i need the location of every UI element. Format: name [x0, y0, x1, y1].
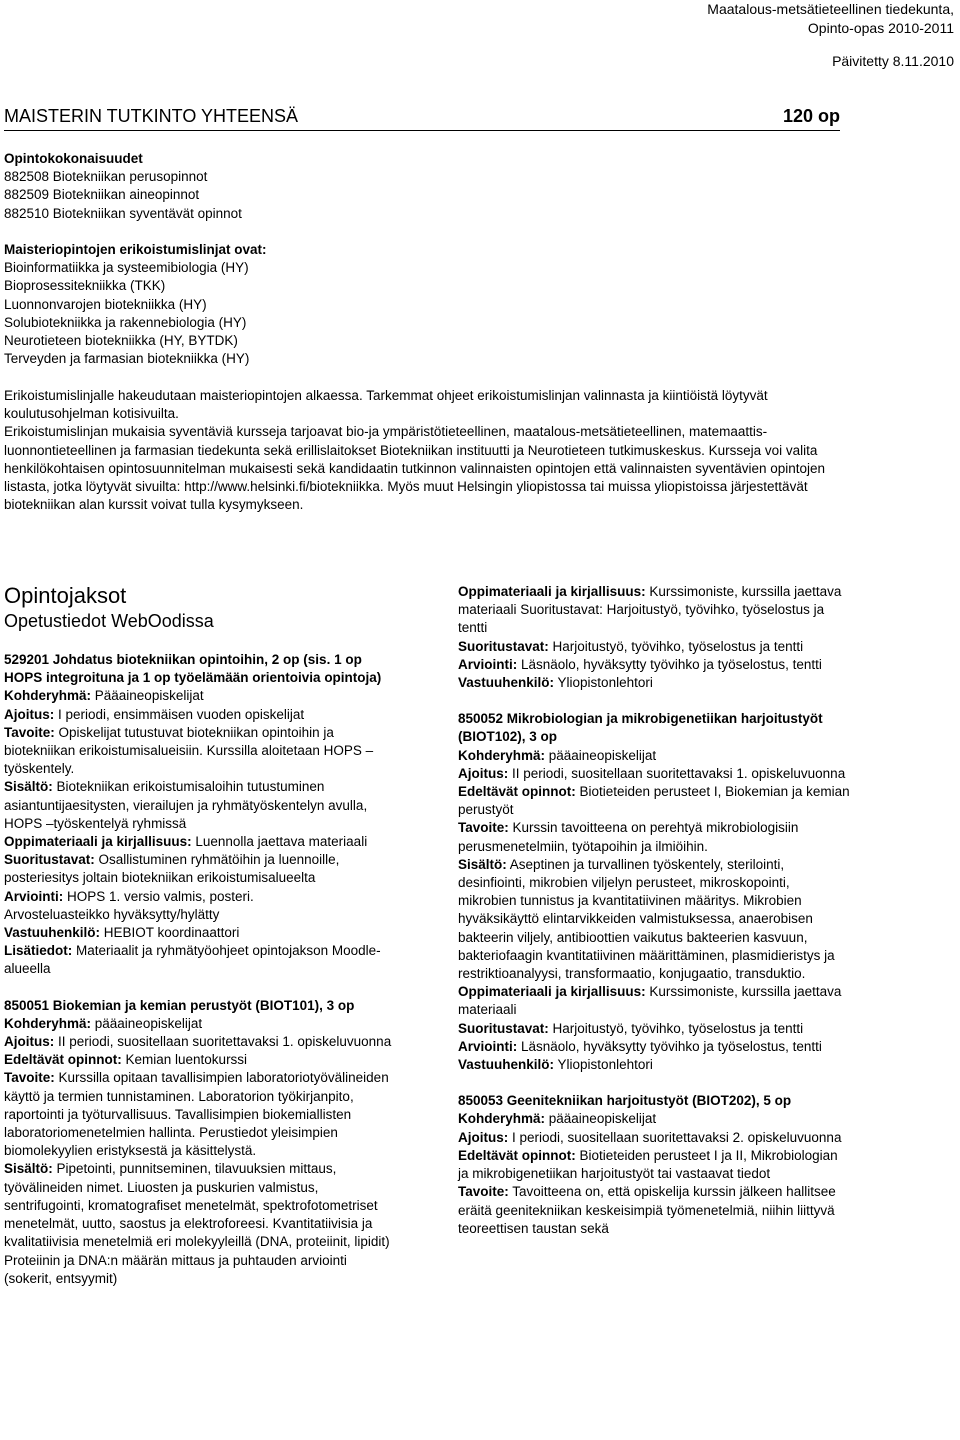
course-field: Kohderyhmä: pääaineopiskelijat	[458, 1111, 657, 1127]
intro-paragraph-2: Erikoistumislinjan mukaisia syventäviä kursseja tarjoavat bio-ja ympäristötieteellinen, maatalous-metsätieteellinen, matemaattis-luonnontieteellinen ja farmasian tiedekunta sekä erillislaitokset Biotekniikan instituutti ja Neurotieteen tutkimuskeskus. Kursseja voi valita henkilökohtaisen opintosuunnitelman mukaisesti sekä kandidaatin tutkinnon valinnaisten opintojen että valinnaisten syventävien opintojen listasta, jotka löytyvät sivuilta: http://www.helsinki.fi/biotekniikka. Myös muut Helsingin yliopistossa tai muissa yliopistoissa järjestettävät biotekniikan alan kurssit voivat tulla kysymykseen.	[4, 424, 826, 513]
module-item: 882510 Biotekniikan syventävät opinnot	[4, 205, 242, 221]
specialisation-item: Terveyden ja farmasian biotekniikka (HY)	[4, 351, 250, 367]
left-column	[4, 583, 394, 1288]
specialisation-item: Bioinformatiikka ja systeemibiologia (HY)	[4, 260, 249, 276]
course-title: 850053 Geenitekniikan harjoitustyöt (BIOT202), 5 op	[458, 1093, 792, 1109]
section-title: Opintojaksot	[4, 583, 127, 608]
course-field: Edeltävät opinnot: Biotieteiden perusteet I ja II, Mikrobiologian ja mikrobigenetiikan harjoitustyöt tai vastaavat tiedot	[458, 1147, 838, 1182]
faculty-name: Maatalous-metsätieteellinen tiedekunta,	[707, 1, 954, 17]
degree-title: MAISTERIN TUTKINTO YHTEENSÄ	[4, 106, 299, 126]
section-subtitle[interactable]: Opetustiedot WebOodissa	[4, 611, 214, 631]
course-field: Tavoite: Opiskelijat tutustuvat biotekniikan opintoihin ja biotekniikan erikoistumisalueisiin. Kurssilla aloitetaan HOPS –työskentely.	[4, 724, 374, 777]
course-field: Arviointi: Läsnäolo, hyväksytty työvihko ja työselostus, tentti	[458, 1038, 822, 1054]
course-field: Ajoitus: I periodi, suositellaan suoritettavaksi 2. opiskeluvuonna	[458, 1129, 842, 1145]
course-field: Kohderyhmä: Pääaineopiskelijat	[4, 688, 204, 704]
course-field: Vastuuhenkilö: HEBIOT koordinaattori	[4, 925, 240, 941]
course-field: Suoritustavat: Harjoitustyö, työvihko, työselostus ja tentti	[458, 1020, 804, 1036]
specialisation-heading: Maisteriopintojen erikoistumislinjat ovat:	[4, 242, 267, 257]
degree-title-bar	[4, 106, 840, 131]
guide-name: Opinto-opas 2010-2011	[807, 20, 954, 36]
modules-block	[4, 150, 242, 223]
specialisation-item: Luonnonvarojen biotekniikka (HY)	[4, 296, 207, 312]
course-field: Oppimateriaali ja kirjallisuus: Kurssimoniste, kurssilla jaettava materiaali Suoritustavat: Harjoitustyö, työvihko, työselostus ja tentti	[458, 584, 842, 636]
course-field: Oppimateriaali ja kirjallisuus: Luennolla jaettava materiaali	[4, 834, 368, 850]
course-field: Kohderyhmä: pääaineopiskelijat	[458, 747, 657, 763]
specialisation-item: Solubiotekniikka ja rakennebiologia (HY)	[4, 314, 247, 330]
course-field: Arviointi: Läsnäolo, hyväksytty työvihko ja työselostus, tentti	[458, 656, 822, 672]
course-field: Lisätiedot: Materiaalit ja ryhmätyöohjeet opintojakson Moodle-alueella	[4, 943, 381, 977]
course-field: Tavoite: Tavoitteena on, että opiskelija kurssin jälkeen hallitsee eräitä geenitekniikan keskeisimpiä työmenetelmiä, niihin liittyvä teoreettisen taustan sekä	[458, 1184, 836, 1236]
course-title: 850052 Mikrobiologian ja mikrobigenetiikan harjoitustyöt (BIOT102), 3 op	[458, 711, 823, 745]
intro-paragraph-1: Erikoistumislinjalle hakeudutaan maisteriopintojen alkaessa. Tarkemmat ohjeet erikoistumislinjan valinnasta ja kiintiöistä löytyvät koulutusohjelman kotisivuilta.	[4, 388, 768, 422]
course-field: Arvosteluasteikko hyväksytty/hylätty	[4, 906, 220, 922]
page-header	[707, 0, 954, 38]
modules-heading: Opintokokonaisuudet	[4, 151, 143, 166]
specialisation-block	[4, 241, 267, 368]
course-field: Tavoite: Kurssilla opitaan tavallisimpien laboratoriotyövälineiden käyttö ja termien tunnistaminen. Laboratorion työkirjanpito, raportointi ja työturvallisuus. Tavallisimpien biokemiallisten laboratoriomenetelmien hallinta. Perustiedot yleisimpien biomolekyylien eristyksestä ja käsittelystä.	[4, 1070, 389, 1159]
module-item: 882508 Biotekniikan perusopinnot	[4, 169, 208, 185]
course-title: 850051 Biokemian ja kemian perustyöt (BIOT101), 3 op	[4, 997, 355, 1013]
course-field: Tavoite: Kurssin tavoitteena on perehtyä mikrobiologisiin perusmenetelmiin, työtapoihin ja ilmiöihin.	[458, 820, 799, 854]
course-field: Edeltävät opinnot: Kemian luentokurssi	[4, 1052, 248, 1068]
course-field: Sisältö: Aseptinen ja turvallinen työskentely, sterilointi, desinfiointi, mikrobien viljelyn perusteet, mikroskopointi, mikrobien tunnistus ja kvantitatiivinen määritys. Mikrobien hyväksikäyttö elintarvikkeiden valmistuksessa, anaerobisen bakteerin viljely, antibioottien vaikutus bakteerien kasvuun, bakteriofaagin kvantitatiivinen määrittäminen, plasmidieristys ja restriktioanalyysi, transformaatio, konjugaatio, transduktio.	[458, 856, 835, 982]
course-field: Kohderyhmä: pääaineopiskelijat	[4, 1015, 203, 1031]
course-field: Sisältö: Pipetointi, punnitseminen, tilavuuksien mittaus, työvälineiden nimet. Liuosten ja puskurien valmistus, sentrifugointi, kromatografiset menetelmät, spektrofotometriset menetelmät, uutto, saostus ja elektroforeesi. Kvantitatiivisia ja kvalitatiivisia menetelmiä eri molekyyleillä (DNA, proteiinit, lipidit) Proteiinin ja DNA:n määrän mittaus ja puhtauden arviointi (sokerit, entsyymit)	[4, 1161, 390, 1286]
module-item: 882509 Biotekniikan aineopinnot	[4, 187, 200, 203]
course-field: Vastuuhenkilö: Yliopistonlehtori	[458, 1057, 653, 1073]
course-field: Sisältö: Biotekniikan erikoistumisaloihin tutustuminen asiantuntijaesitysten, vierailujen ja ryhmätyöskentelyn avulla, HOPS –työskentelyä ryhmissä	[4, 779, 368, 831]
course-field: Suoritustavat: Osallistuminen ryhmätöihin ja luennoille, posteriesitys joltain biotekniikan erikoistumisalueelta	[4, 852, 340, 886]
course-field: Vastuuhenkilö: Yliopistonlehtori	[458, 675, 653, 691]
course-field: Ajoitus: I periodi, ensimmäisen vuoden opiskelijat	[4, 706, 305, 722]
course-title: 529201 Johdatus biotekniikan opintoihin, 2 op (sis. 1 op HOPS integroituna ja 1 op työelämään orientoivia opintoja)	[4, 652, 382, 686]
course-field: Ajoitus: II periodi, suositellaan suoritettavaksi 1. opiskeluvuonna	[458, 765, 846, 781]
updated-date: Päivitetty 8.11.2010	[832, 53, 954, 69]
course-field: Oppimateriaali ja kirjallisuus: Kurssimoniste, kurssilla jaettava materiaali	[458, 984, 842, 1018]
specialisation-item: Bioprosessitekniikka (TKK)	[4, 278, 166, 294]
intro-text	[4, 387, 854, 514]
course-field: Arviointi: HOPS 1. versio valmis, posteri.	[4, 888, 254, 904]
right-column	[458, 583, 850, 1238]
course-field: Edeltävät opinnot: Biotieteiden perusteet I, Biokemian ja kemian perustyöt	[458, 784, 850, 818]
degree-credits: 120 op	[782, 106, 840, 126]
course-field: Ajoitus: II periodi, suositellaan suoritettavaksi 1. opiskeluvuonna	[4, 1034, 392, 1050]
course-field: Suoritustavat: Harjoitustyö, työvihko, työselostus ja tentti	[458, 638, 804, 654]
specialisation-item: Neurotieteen biotekniikka (HY, BYTDK)	[4, 333, 238, 349]
